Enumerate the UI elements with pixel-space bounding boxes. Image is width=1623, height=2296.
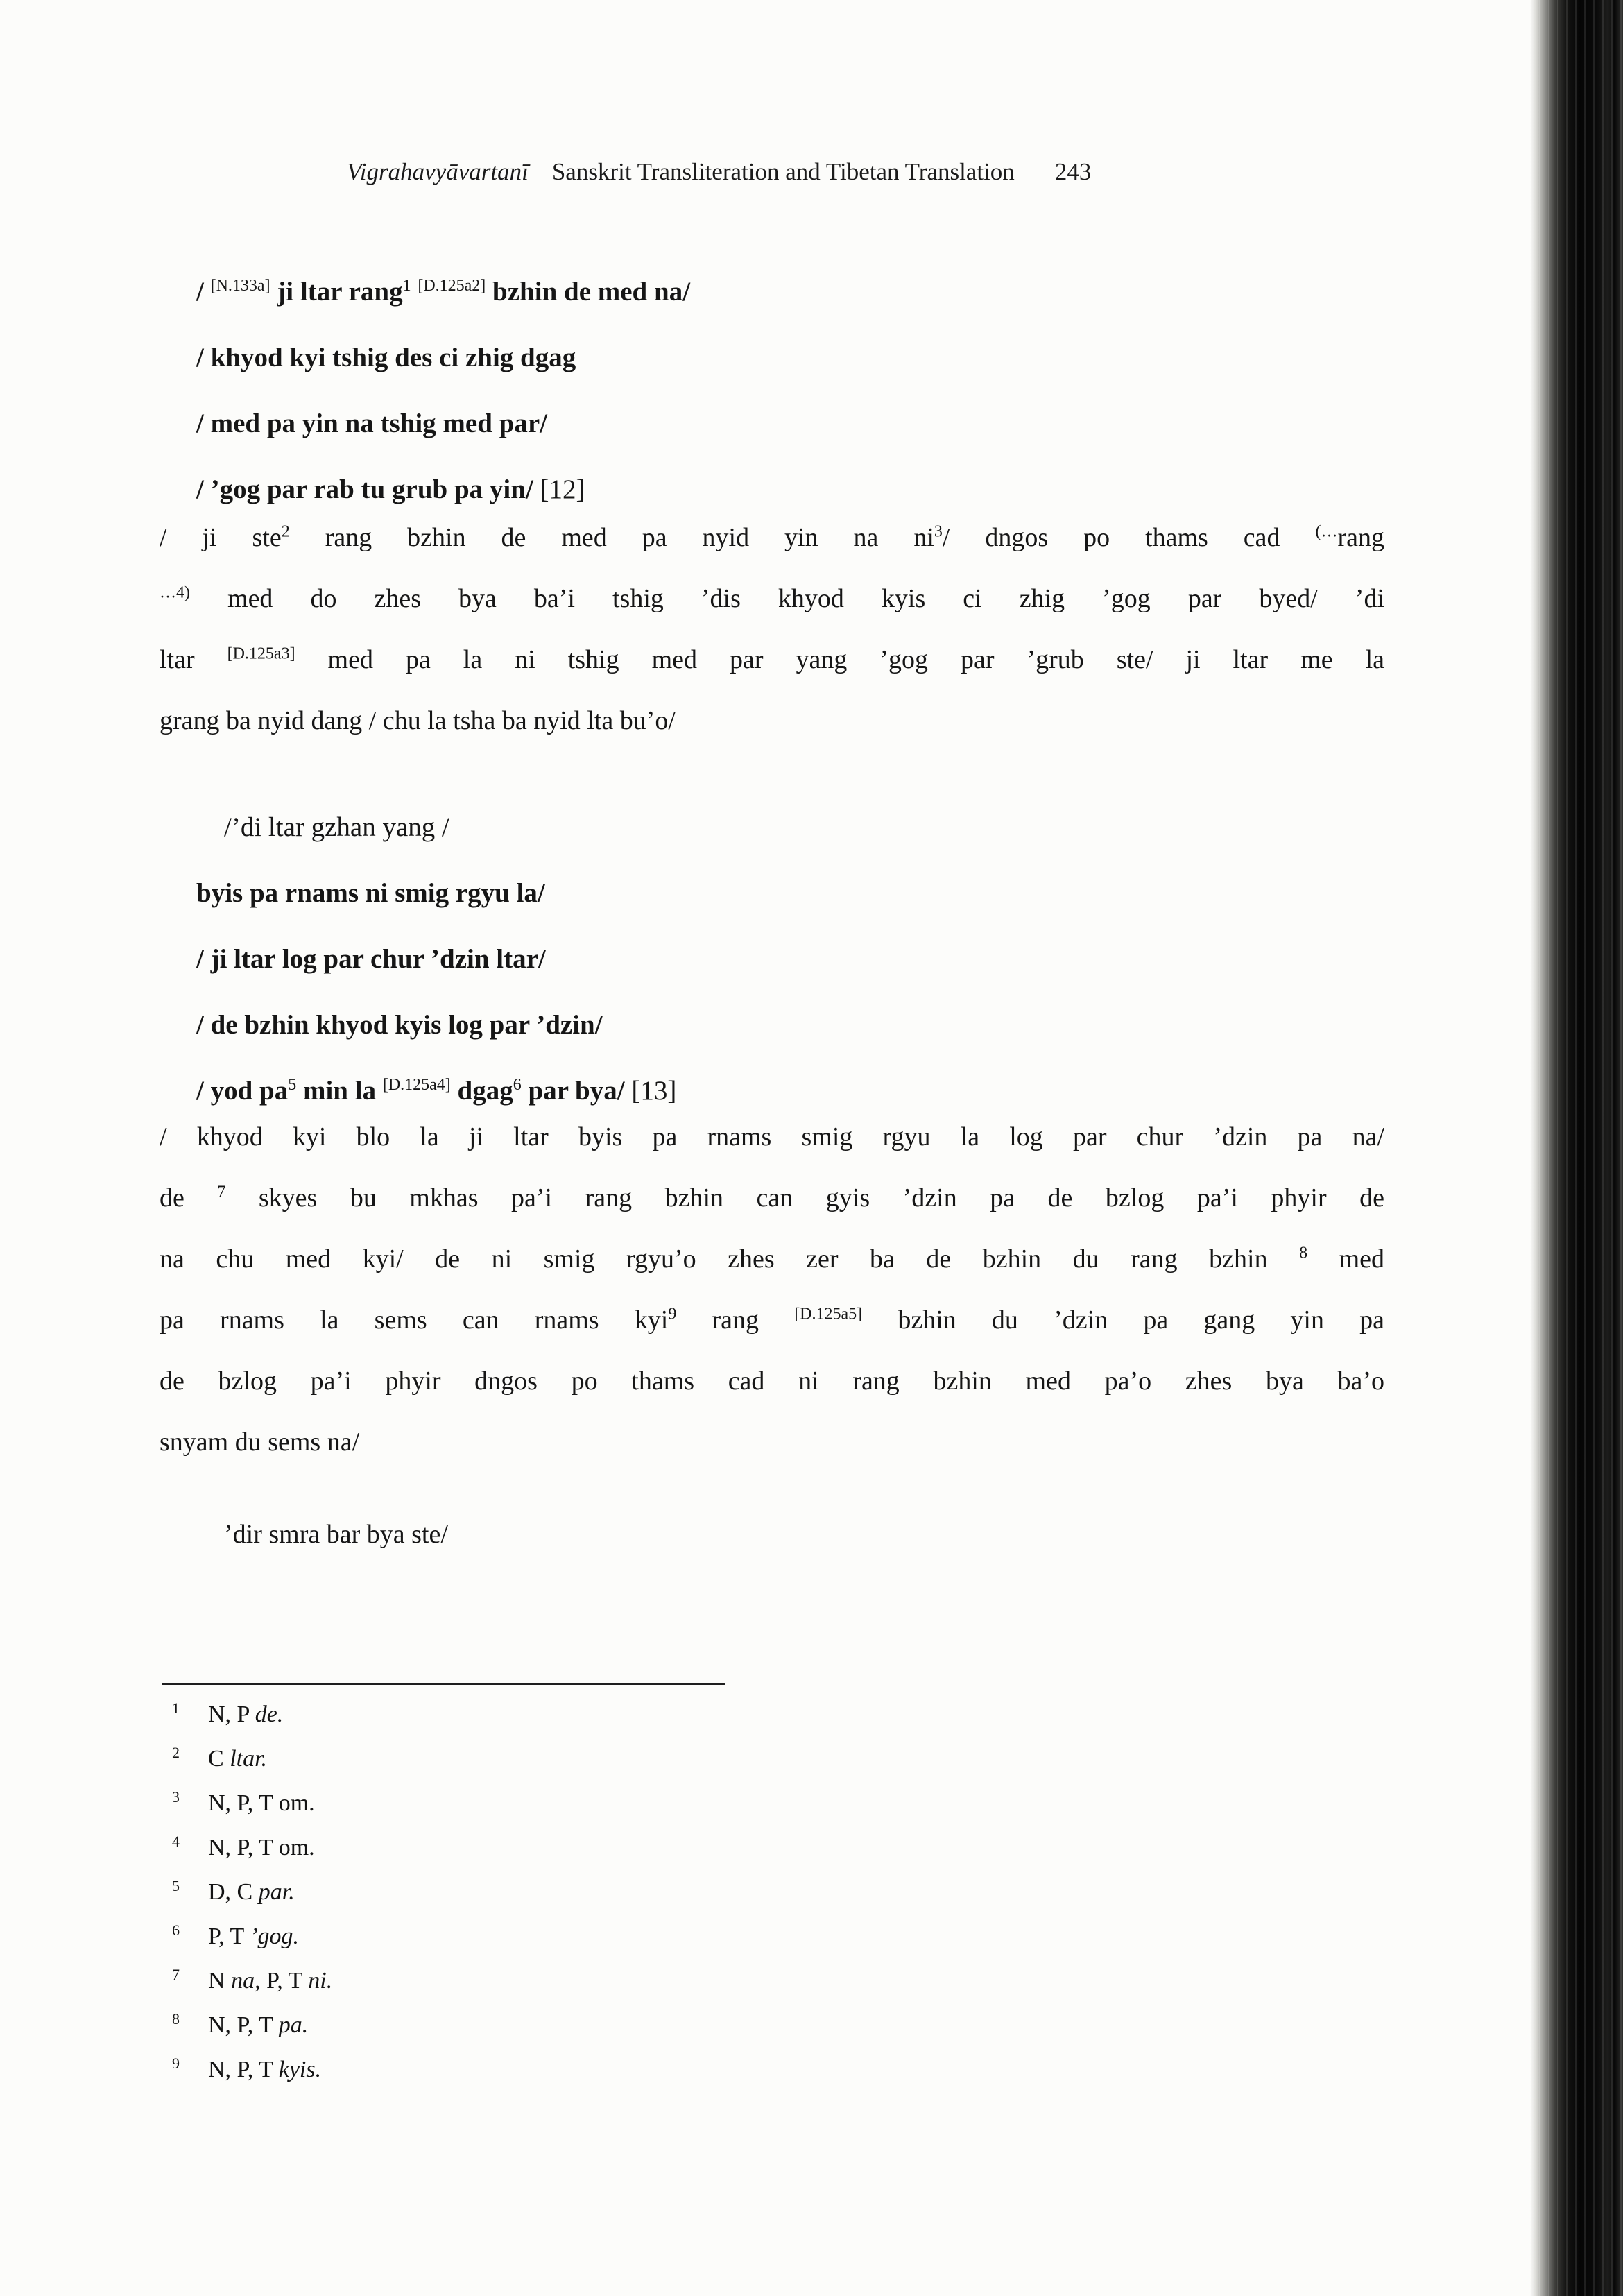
running-header <box>347 158 1091 186</box>
footnote-marker: 7 <box>217 1183 226 1201</box>
text-segment: N <box>208 1968 232 1994</box>
text-segment: [13] <box>631 1076 677 1106</box>
footnote-marker: (… <box>1315 522 1338 541</box>
text-line <box>160 1106 1384 1167</box>
footnote-marker: 5 <box>288 1076 297 1094</box>
text-line <box>160 690 1384 751</box>
verse-12-block <box>196 259 690 522</box>
text-segment: , P, T <box>255 1968 309 1994</box>
text-segment: snyam du sems na/ <box>160 1428 360 1457</box>
text-segment: min la <box>296 1076 383 1106</box>
text-segment: par bya/ <box>521 1076 632 1106</box>
book-title: Vigrahavyāvartanī <box>347 158 529 185</box>
text-segment: grang ba nyid dang / chu la tsha ba nyid lta bu’o/ <box>160 706 676 735</box>
footnote-item: 2 C ltar. <box>172 1743 268 1772</box>
footnote-item: 4 N, P, T om. <box>172 1832 315 1860</box>
text-segment: de bzlog pa’i phyir dngos po thams cad ni rang bzhin med pa’o zhes bya ba’o <box>160 1367 1384 1396</box>
text-segment: bzhin de med na/ <box>486 277 691 307</box>
text-segment: na <box>231 1968 255 1994</box>
text-line <box>196 391 690 456</box>
text-segment: med do zhes bya ba’i tshig ’dis khyod kyis ci zhig ’gog par byed/ ’di <box>190 584 1384 613</box>
text-segment: D, C <box>208 1879 259 1905</box>
text-line <box>160 629 1384 690</box>
text-segment: na chu med kyi/ de ni smig rgyu’o zhes zer ba de bzhin du rang bzhin <box>160 1244 1300 1274</box>
prose-paragraph-2 <box>160 1106 1384 1473</box>
footnote-item: 6 P, T ’gog. <box>172 1921 300 1949</box>
text-segment: N, P, T <box>208 2057 279 2082</box>
text-segment: kyis. <box>278 2057 322 2082</box>
text-segment: rang <box>1337 523 1384 552</box>
text-line <box>196 992 676 1058</box>
chapter-title: Sanskrit Transliteration and Tibetan Translation <box>551 158 1015 185</box>
text-segment: C <box>208 1746 230 1772</box>
text-segment: par. <box>258 1879 295 1905</box>
verse-13-block <box>196 794 676 1124</box>
text-segment: / yod pa <box>196 1076 289 1106</box>
footnote-item: 5 D, C par. <box>172 1876 295 1905</box>
text-segment: skyes bu mkhas pa’i rang bzhin can gyis ’dzin pa de bzlog pa’i phyir de <box>225 1183 1384 1213</box>
text-line <box>196 259 690 325</box>
text-segment: ltar <box>160 645 227 674</box>
text-segment: ltar. <box>230 1746 268 1772</box>
page-number: 243 <box>1054 158 1092 185</box>
footnote-item: 9 N, P, T kyis. <box>172 2054 322 2082</box>
text-segment: [12] <box>540 474 585 504</box>
text-segment: pa rnams la sems can rnams kyi <box>160 1305 669 1335</box>
text-segment: byis pa rnams ni smig rgyu la/ <box>196 878 545 908</box>
footnote-marker: 6 <box>513 1076 522 1094</box>
text-segment: / ji ste <box>160 523 282 552</box>
text-line <box>196 325 690 391</box>
edition-reference: [D.125a2] <box>418 277 486 295</box>
text-segment: N, P, T om. <box>208 1790 315 1816</box>
text-segment: / ’gog par rab tu grub pa yin/ <box>196 474 540 504</box>
footnote-separator-rule <box>162 1683 725 1685</box>
text-line <box>160 568 1384 629</box>
edition-reference: [D.125a3] <box>227 644 295 663</box>
text-line <box>196 926 676 992</box>
scan-artifact-band <box>1530 0 1623 2296</box>
text-line <box>160 1167 1384 1228</box>
text-segment: / khyod kyi blo la ji ltar byis pa rnams smig rgyu la log par chur ’dzin pa na/ <box>160 1122 1384 1151</box>
text-segment <box>411 277 418 307</box>
text-segment: rang <box>676 1305 795 1335</box>
text-segment: med <box>1307 1244 1384 1274</box>
footnote-marker: 3 <box>934 522 943 541</box>
text-line <box>196 794 676 860</box>
footnote-item: 7 N na, P, T ni. <box>172 1965 333 1994</box>
text-segment: / <box>196 277 211 307</box>
text-segment: / med pa yin na tshig med par/ <box>196 409 547 438</box>
text-segment: / dngos po thams cad <box>942 523 1316 552</box>
text-segment: dgag <box>450 1076 513 1106</box>
prose-paragraph-1 <box>160 507 1384 751</box>
text-segment: de <box>160 1183 218 1213</box>
text-line <box>160 1351 1384 1412</box>
text-line <box>160 1290 1384 1351</box>
edition-reference: [D.125a5] <box>794 1305 863 1323</box>
footnote-item: 8 N, P, T pa. <box>172 2010 309 2038</box>
transition-line: ’dir smra bar bya ste/ <box>224 1520 448 1549</box>
text-segment: P, T <box>208 1924 250 1949</box>
text-segment: / ji ltar log par chur ’dzin ltar/ <box>196 944 546 974</box>
text-segment: med pa la ni tshig med par yang ’gog par ’grub ste/ ji ltar me la <box>295 645 1384 674</box>
footnote-marker: 1 <box>402 277 411 295</box>
footnote-item: 3 N, P, T om. <box>172 1788 315 1816</box>
text-segment: N, P, T om. <box>208 1835 315 1860</box>
text-segment: ’gog. <box>250 1924 300 1949</box>
footnote-marker: 2 <box>281 522 290 541</box>
text-segment: ni. <box>308 1968 333 1994</box>
text-segment: bzhin du ’dzin pa gang yin pa <box>862 1305 1384 1335</box>
text-line <box>160 1228 1384 1290</box>
footnotes-block <box>172 1693 332 2092</box>
text-segment: N, P <box>208 1702 255 1727</box>
footnote-marker: …4) <box>160 583 190 602</box>
text-segment: N, P, T <box>208 2012 279 2038</box>
footnote-marker: 9 <box>668 1305 677 1323</box>
text-segment: de. <box>255 1702 284 1727</box>
footnote-marker: 8 <box>1299 1244 1308 1262</box>
edition-reference: [D.125a4] <box>382 1076 451 1094</box>
text-segment: /’di ltar gzhan yang / <box>224 812 449 842</box>
text-segment: / khyod kyi tshig des ci zhig dgag <box>196 343 576 372</box>
text-line <box>196 860 676 926</box>
text-segment: / de bzhin khyod kyis log par ’dzin/ <box>196 1010 603 1040</box>
text-segment: pa. <box>278 2012 309 2038</box>
text-segment: rang bzhin de med pa nyid yin na ni <box>289 523 934 552</box>
footnote-item: 1 N, P de. <box>172 1699 284 1727</box>
text-line <box>160 1412 1384 1473</box>
text-line <box>160 507 1384 568</box>
text-segment: ji ltar rang <box>270 277 403 307</box>
edition-reference: [N.133a] <box>210 277 270 295</box>
